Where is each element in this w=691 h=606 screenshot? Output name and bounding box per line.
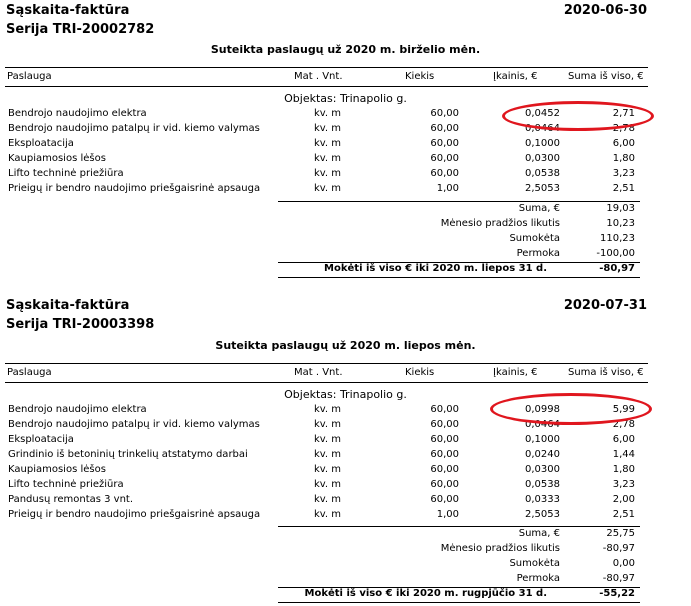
invoice-serial: Serija TRI-20002782 <box>6 22 155 37</box>
price: 0,1000 <box>525 138 560 149</box>
col-header-service: Paslauga <box>7 71 52 82</box>
table-row <box>0 509 691 523</box>
row-total: 2,51 <box>612 509 635 520</box>
service-name: Kaupiamosios lėšos <box>8 153 106 164</box>
table-row <box>0 464 691 478</box>
unit: kv. m <box>314 479 342 490</box>
unit: kv. m <box>314 123 342 134</box>
amount-due-label: Mokėti iš viso € iki 2020 m. liepos 31 d. <box>324 263 547 274</box>
totals-row-sum <box>0 203 691 217</box>
price: 0,0538 <box>525 168 560 179</box>
price: 0,0464 <box>525 419 560 430</box>
quantity: 60,00 <box>430 404 459 415</box>
quantity: 60,00 <box>430 449 459 460</box>
table-row <box>0 494 691 508</box>
totals-value: 25,75 <box>606 528 635 539</box>
totals-label: Mėnesio pradžios likutis <box>440 218 560 229</box>
unit: kv. m <box>314 419 342 430</box>
amount-due-value: -80,97 <box>599 263 635 274</box>
quantity: 1,00 <box>436 183 459 194</box>
unit: kv. m <box>314 168 342 179</box>
totals-label: Suma, € <box>518 528 560 539</box>
amount-due <box>278 587 640 603</box>
totals-value: -80,97 <box>602 543 635 554</box>
row-total: 3,23 <box>612 168 635 179</box>
totals-row-opening-balance <box>0 543 691 557</box>
quantity: 60,00 <box>430 123 459 134</box>
object-label: Objektas: Trinapolio g. <box>284 388 407 401</box>
service-name: Lifto techninė priežiūra <box>8 479 124 490</box>
invoice-date: 2020-06-30 <box>563 3 647 18</box>
unit: kv. m <box>314 449 342 460</box>
service-name: Bendrojo naudojimo elektra <box>8 108 147 119</box>
price: 0,0240 <box>525 449 560 460</box>
price: 2,5053 <box>525 509 560 520</box>
table-header <box>5 363 648 383</box>
table-row <box>0 479 691 493</box>
totals-value: -80,97 <box>602 573 635 584</box>
totals-row-overpayment <box>0 573 691 587</box>
price: 0,0333 <box>525 494 560 505</box>
invoice-title: Sąskaita-faktūra <box>6 3 130 18</box>
totals-value: -100,00 <box>596 248 635 259</box>
invoice-heading: Suteikta paslaugų už 2020 m. birželio mėn. <box>210 43 481 56</box>
quantity: 60,00 <box>430 168 459 179</box>
price: 0,0538 <box>525 479 560 490</box>
quantity: 60,00 <box>430 494 459 505</box>
col-header-price: Įkainis, € <box>493 367 538 378</box>
amount-due <box>278 262 640 278</box>
totals-label: Permoka <box>516 573 560 584</box>
totals-label: Sumokėta <box>509 233 560 244</box>
col-header-unit: Mat . Vnt. <box>294 367 343 378</box>
invoice-date: 2020-07-31 <box>563 298 647 313</box>
table-row <box>0 168 691 182</box>
col-header-qty: Kiekis <box>405 367 435 378</box>
quantity: 60,00 <box>430 419 459 430</box>
price: 0,0464 <box>525 123 560 134</box>
col-header-total: Suma iš viso, € <box>568 71 644 82</box>
unit: kv. m <box>314 509 342 520</box>
amount-due-label: Mokėti iš viso € iki 2020 m. rugpjūčio 31 d. <box>304 588 547 599</box>
price: 0,0300 <box>525 153 560 164</box>
service-name: Lifto techninė priežiūra <box>8 168 124 179</box>
service-name: Bendrojo naudojimo patalpų ir vid. kiemo valymas <box>8 419 260 430</box>
price: 0,0998 <box>525 404 560 415</box>
unit: kv. m <box>314 183 342 194</box>
totals-row-overpayment <box>0 248 691 262</box>
quantity: 60,00 <box>430 108 459 119</box>
service-name: Eksploatacija <box>8 138 74 149</box>
totals-value: 10,23 <box>606 218 635 229</box>
unit: kv. m <box>314 153 342 164</box>
quantity: 60,00 <box>430 479 459 490</box>
invoice-serial: Serija TRI-20003398 <box>6 317 155 332</box>
totals-value: 19,03 <box>606 203 635 214</box>
totals-row-paid <box>0 558 691 572</box>
table-row <box>0 434 691 448</box>
row-total: 2,71 <box>612 108 635 119</box>
highlight-ellipse <box>502 101 654 131</box>
service-name: Grindinio iš betoninių trinkelių atstatymo darbai <box>8 449 248 460</box>
service-name: Prieigų ir bendro naudojimo priešgaisrinė apsauga <box>8 509 261 520</box>
table-row <box>0 153 691 167</box>
service-name: Eksploatacija <box>8 434 74 445</box>
object-label: Objektas: Trinapolio g. <box>284 92 407 105</box>
row-total: 2,78 <box>612 419 635 430</box>
table-row <box>0 183 691 197</box>
table-row <box>0 138 691 152</box>
totals-label: Suma, € <box>518 203 560 214</box>
service-name: Kaupiamosios lėšos <box>8 464 106 475</box>
row-total: 1,80 <box>612 153 635 164</box>
unit: kv. m <box>314 138 342 149</box>
row-total: 6,00 <box>612 138 635 149</box>
quantity: 60,00 <box>430 153 459 164</box>
col-header-unit: Mat . Vnt. <box>294 71 343 82</box>
row-total: 2,00 <box>612 494 635 505</box>
totals-divider <box>278 201 640 202</box>
totals-row-paid <box>0 233 691 247</box>
quantity: 60,00 <box>430 434 459 445</box>
service-name: Pandusų remontas 3 vnt. <box>8 494 134 505</box>
row-total: 5,99 <box>612 404 635 415</box>
highlight-ellipse <box>490 393 652 425</box>
quantity: 60,00 <box>430 464 459 475</box>
unit: kv. m <box>314 464 342 475</box>
quantity: 1,00 <box>436 509 459 520</box>
service-name: Bendrojo naudojimo elektra <box>8 404 147 415</box>
totals-label: Mėnesio pradžios likutis <box>440 543 560 554</box>
price: 0,0300 <box>525 464 560 475</box>
price: 0,1000 <box>525 434 560 445</box>
price: 0,0452 <box>525 108 560 119</box>
totals-row-opening-balance <box>0 218 691 232</box>
price: 2,5053 <box>525 183 560 194</box>
totals-divider <box>278 526 640 527</box>
row-total: 2,78 <box>612 123 635 134</box>
invoice-title: Sąskaita-faktūra <box>6 298 130 313</box>
service-name: Prieigų ir bendro naudojimo priešgaisrinė apsauga <box>8 183 261 194</box>
amount-due-value: -55,22 <box>599 588 635 599</box>
unit: kv. m <box>314 108 342 119</box>
table-header <box>5 67 648 87</box>
totals-label: Sumokėta <box>509 558 560 569</box>
col-header-price: Įkainis, € <box>493 71 538 82</box>
col-header-service: Paslauga <box>7 367 52 378</box>
row-total: 1,80 <box>612 464 635 475</box>
row-total: 2,51 <box>612 183 635 194</box>
totals-value: 0,00 <box>612 558 635 569</box>
quantity: 60,00 <box>430 138 459 149</box>
unit: kv. m <box>314 494 342 505</box>
unit: kv. m <box>314 434 342 445</box>
totals-value: 110,23 <box>600 233 635 244</box>
invoice-heading: Suteikta paslaugų už 2020 m. liepos mėn. <box>215 339 476 352</box>
row-total: 3,23 <box>612 479 635 490</box>
row-total: 1,44 <box>612 449 635 460</box>
col-header-qty: Kiekis <box>405 71 435 82</box>
table-row <box>0 449 691 463</box>
totals-row-sum <box>0 528 691 542</box>
service-name: Bendrojo naudojimo patalpų ir vid. kiemo valymas <box>8 123 260 134</box>
row-total: 6,00 <box>612 434 635 445</box>
unit: kv. m <box>314 404 342 415</box>
col-header-total: Suma iš viso, € <box>568 367 644 378</box>
totals-label: Permoka <box>516 248 560 259</box>
